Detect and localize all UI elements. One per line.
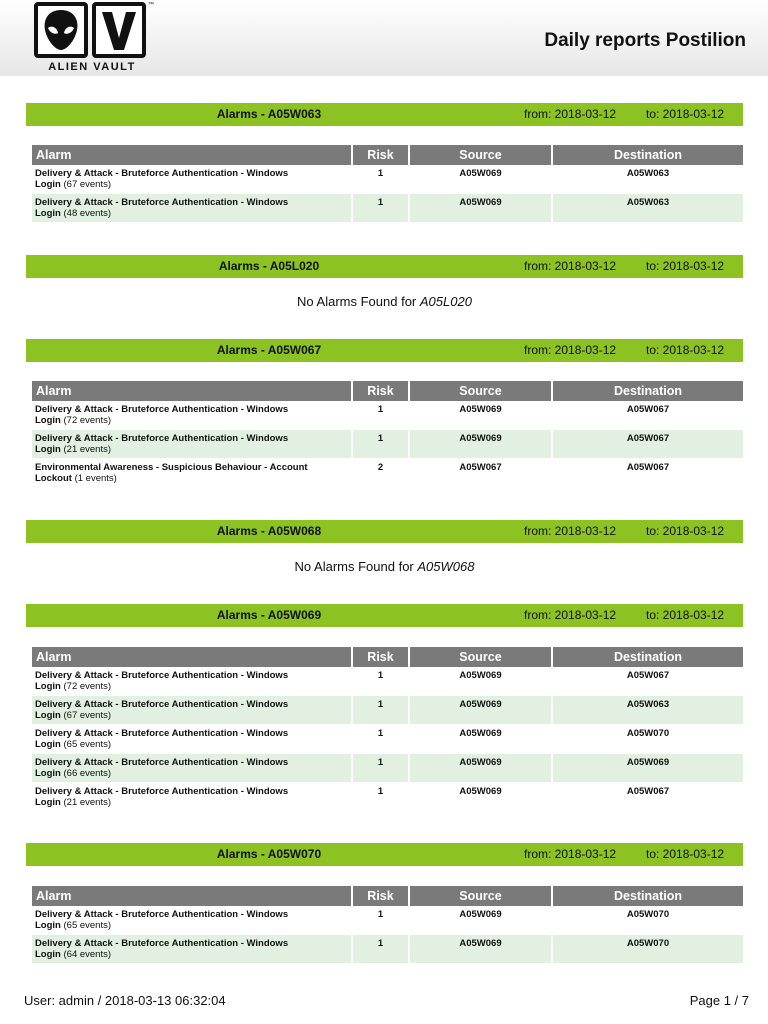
source-host: A05W069 bbox=[459, 909, 502, 920]
destination-host: A05W067 bbox=[626, 670, 670, 681]
table-header bbox=[32, 886, 743, 906]
table-row bbox=[32, 667, 743, 696]
alarm-name: Delivery & Attack - Bruteforce Authentication - Windows Login (65 events) bbox=[35, 728, 289, 750]
table-row bbox=[32, 783, 743, 812]
report-header bbox=[0, 0, 768, 76]
col-risk: Risk bbox=[353, 381, 408, 401]
section-header-a05w063 bbox=[26, 103, 743, 126]
section-title: Alarms - A05W069 bbox=[216, 608, 322, 622]
col-alarm: Alarm bbox=[32, 886, 351, 906]
source-host: A05W069 bbox=[459, 168, 502, 179]
risk-value: 1 bbox=[353, 696, 408, 724]
col-alarm: Alarm bbox=[32, 381, 351, 401]
source-host: A05W069 bbox=[459, 786, 502, 797]
section-from-date: from: 2018-03-12 bbox=[524, 847, 617, 861]
section-to-date: to: 2018-03-12 bbox=[646, 107, 725, 121]
alarm-name: Delivery & Attack - Bruteforce Authentication - Windows Login (64 events) bbox=[32, 935, 351, 963]
destination-host: A05W070 bbox=[553, 935, 743, 963]
section-title: Alarms - A05W068 bbox=[216, 524, 322, 538]
logo-text: ALIEN VAULT bbox=[48, 61, 136, 73]
risk-value: 1 bbox=[377, 909, 384, 920]
table-row bbox=[32, 165, 743, 194]
risk-value: 1 bbox=[377, 670, 384, 681]
destination-host: A05W067 bbox=[626, 786, 670, 797]
col-source: Source bbox=[410, 145, 551, 165]
source-host: A05W069 bbox=[410, 696, 551, 724]
risk-value: 1 bbox=[353, 935, 408, 963]
risk-value: 1 bbox=[353, 194, 408, 222]
section-from-date: from: 2018-03-12 bbox=[524, 343, 617, 357]
col-risk: Risk bbox=[353, 886, 408, 906]
risk-value: 1 bbox=[377, 728, 384, 739]
source-host: A05W069 bbox=[410, 430, 551, 458]
section-from-date: from: 2018-03-12 bbox=[524, 107, 617, 121]
destination-host: A05W063 bbox=[626, 168, 670, 179]
table-row bbox=[32, 696, 743, 725]
alarm-name: Delivery & Attack - Bruteforce Authentication - Windows Login (67 events) bbox=[35, 168, 289, 190]
alarm-table-a05w069 bbox=[32, 647, 743, 812]
section-to-date: to: 2018-03-12 bbox=[646, 847, 725, 861]
col-source: Source bbox=[410, 647, 551, 667]
source-host: A05W067 bbox=[459, 462, 502, 473]
col-destination: Destination bbox=[553, 381, 743, 401]
col-alarm: Alarm bbox=[32, 145, 351, 165]
page-number: Page 1 / 7 bbox=[689, 993, 749, 1008]
destination-host: A05W070 bbox=[626, 909, 670, 920]
destination-host: A05W070 bbox=[626, 728, 670, 739]
alien-head-icon bbox=[34, 2, 88, 58]
v-letter-icon bbox=[92, 2, 146, 58]
section-from-date: from: 2018-03-12 bbox=[524, 608, 617, 622]
risk-value: 1 bbox=[353, 754, 408, 782]
destination-host: A05W063 bbox=[553, 696, 743, 724]
table-row bbox=[32, 906, 743, 935]
alienvault-logo bbox=[34, 2, 154, 74]
section-header-a05l020 bbox=[26, 255, 743, 278]
destination-host: A05W069 bbox=[553, 754, 743, 782]
col-risk: Risk bbox=[353, 647, 408, 667]
section-from-date: from: 2018-03-12 bbox=[524, 524, 617, 538]
alarm-name: Delivery & Attack - Bruteforce Authentication - Windows Login (66 events) bbox=[32, 754, 351, 782]
alarm-name: Delivery & Attack - Bruteforce Authentication - Windows Login (67 events) bbox=[32, 696, 351, 724]
section-title: Alarms - A05W067 bbox=[216, 343, 322, 357]
alarm-name: Delivery & Attack - Bruteforce Authentication - Windows Login (48 events) bbox=[32, 194, 351, 222]
no-alarms-message: No Alarms Found for A05W068 bbox=[294, 559, 475, 574]
source-host: A05W069 bbox=[459, 670, 502, 681]
section-header-a05w067 bbox=[26, 339, 743, 362]
section-title: Alarms - A05W063 bbox=[216, 107, 322, 121]
table-row bbox=[32, 194, 743, 223]
source-host: A05W069 bbox=[410, 935, 551, 963]
section-header-a05w069 bbox=[26, 604, 743, 627]
col-destination: Destination bbox=[553, 647, 743, 667]
section-to-date: to: 2018-03-12 bbox=[646, 259, 725, 273]
table-row bbox=[32, 430, 743, 459]
alarm-name: Delivery & Attack - Bruteforce Authentication - Windows Login (21 events) bbox=[35, 786, 289, 808]
alarm-name: Delivery & Attack - Bruteforce Authentication - Windows Login (21 events) bbox=[32, 430, 351, 458]
table-header bbox=[32, 145, 743, 165]
section-from-date: from: 2018-03-12 bbox=[524, 259, 617, 273]
table-row bbox=[32, 459, 743, 488]
footer-user-timestamp: User: admin / 2018-03-13 06:32:04 bbox=[24, 993, 226, 1008]
table-row bbox=[32, 725, 743, 754]
col-destination: Destination bbox=[553, 145, 743, 165]
alarm-table-a05w070 bbox=[32, 886, 743, 964]
alarm-name: Delivery & Attack - Bruteforce Authentication - Windows Login (65 events) bbox=[35, 909, 289, 931]
source-host: A05W069 bbox=[459, 404, 502, 415]
no-alarms-message: No Alarms Found for A05L020 bbox=[297, 294, 472, 309]
section-to-date: to: 2018-03-12 bbox=[646, 343, 725, 357]
source-host: A05W069 bbox=[410, 194, 551, 222]
section-to-date: to: 2018-03-12 bbox=[646, 524, 725, 538]
alarm-table-a05w067 bbox=[32, 381, 743, 488]
table-header bbox=[32, 647, 743, 667]
alarm-name: Environmental Awareness - Suspicious Behaviour - Account Lockout (1 events) bbox=[35, 462, 308, 484]
section-title: Alarms - A05L020 bbox=[218, 259, 320, 273]
destination-host: A05W067 bbox=[553, 430, 743, 458]
table-row bbox=[32, 935, 743, 964]
risk-value: 1 bbox=[377, 168, 384, 179]
trademark-mark: ™ bbox=[148, 2, 154, 8]
col-destination: Destination bbox=[553, 886, 743, 906]
section-header-a05w070 bbox=[26, 843, 743, 866]
alarm-name: Delivery & Attack - Bruteforce Authentication - Windows Login (72 events) bbox=[35, 404, 289, 426]
risk-value: 1 bbox=[377, 786, 384, 797]
table-row bbox=[32, 401, 743, 430]
risk-value: 1 bbox=[353, 430, 408, 458]
destination-host: A05W067 bbox=[626, 462, 670, 473]
col-source: Source bbox=[410, 381, 551, 401]
section-to-date: to: 2018-03-12 bbox=[646, 608, 725, 622]
col-source: Source bbox=[410, 886, 551, 906]
alarm-name: Delivery & Attack - Bruteforce Authentication - Windows Login (72 events) bbox=[35, 670, 289, 692]
risk-value: 2 bbox=[377, 462, 384, 473]
section-header-a05w068 bbox=[26, 520, 743, 543]
table-header bbox=[32, 381, 743, 401]
page-title: Daily reports Postilion bbox=[544, 30, 746, 51]
source-host: A05W069 bbox=[459, 728, 502, 739]
source-host: A05W069 bbox=[410, 754, 551, 782]
destination-host: A05W063 bbox=[553, 194, 743, 222]
alarm-table-a05w063 bbox=[32, 145, 743, 223]
section-title: Alarms - A05W070 bbox=[216, 847, 322, 861]
table-row bbox=[32, 754, 743, 783]
col-alarm: Alarm bbox=[32, 647, 351, 667]
risk-value: 1 bbox=[377, 404, 384, 415]
destination-host: A05W067 bbox=[626, 404, 670, 415]
col-risk: Risk bbox=[353, 145, 408, 165]
